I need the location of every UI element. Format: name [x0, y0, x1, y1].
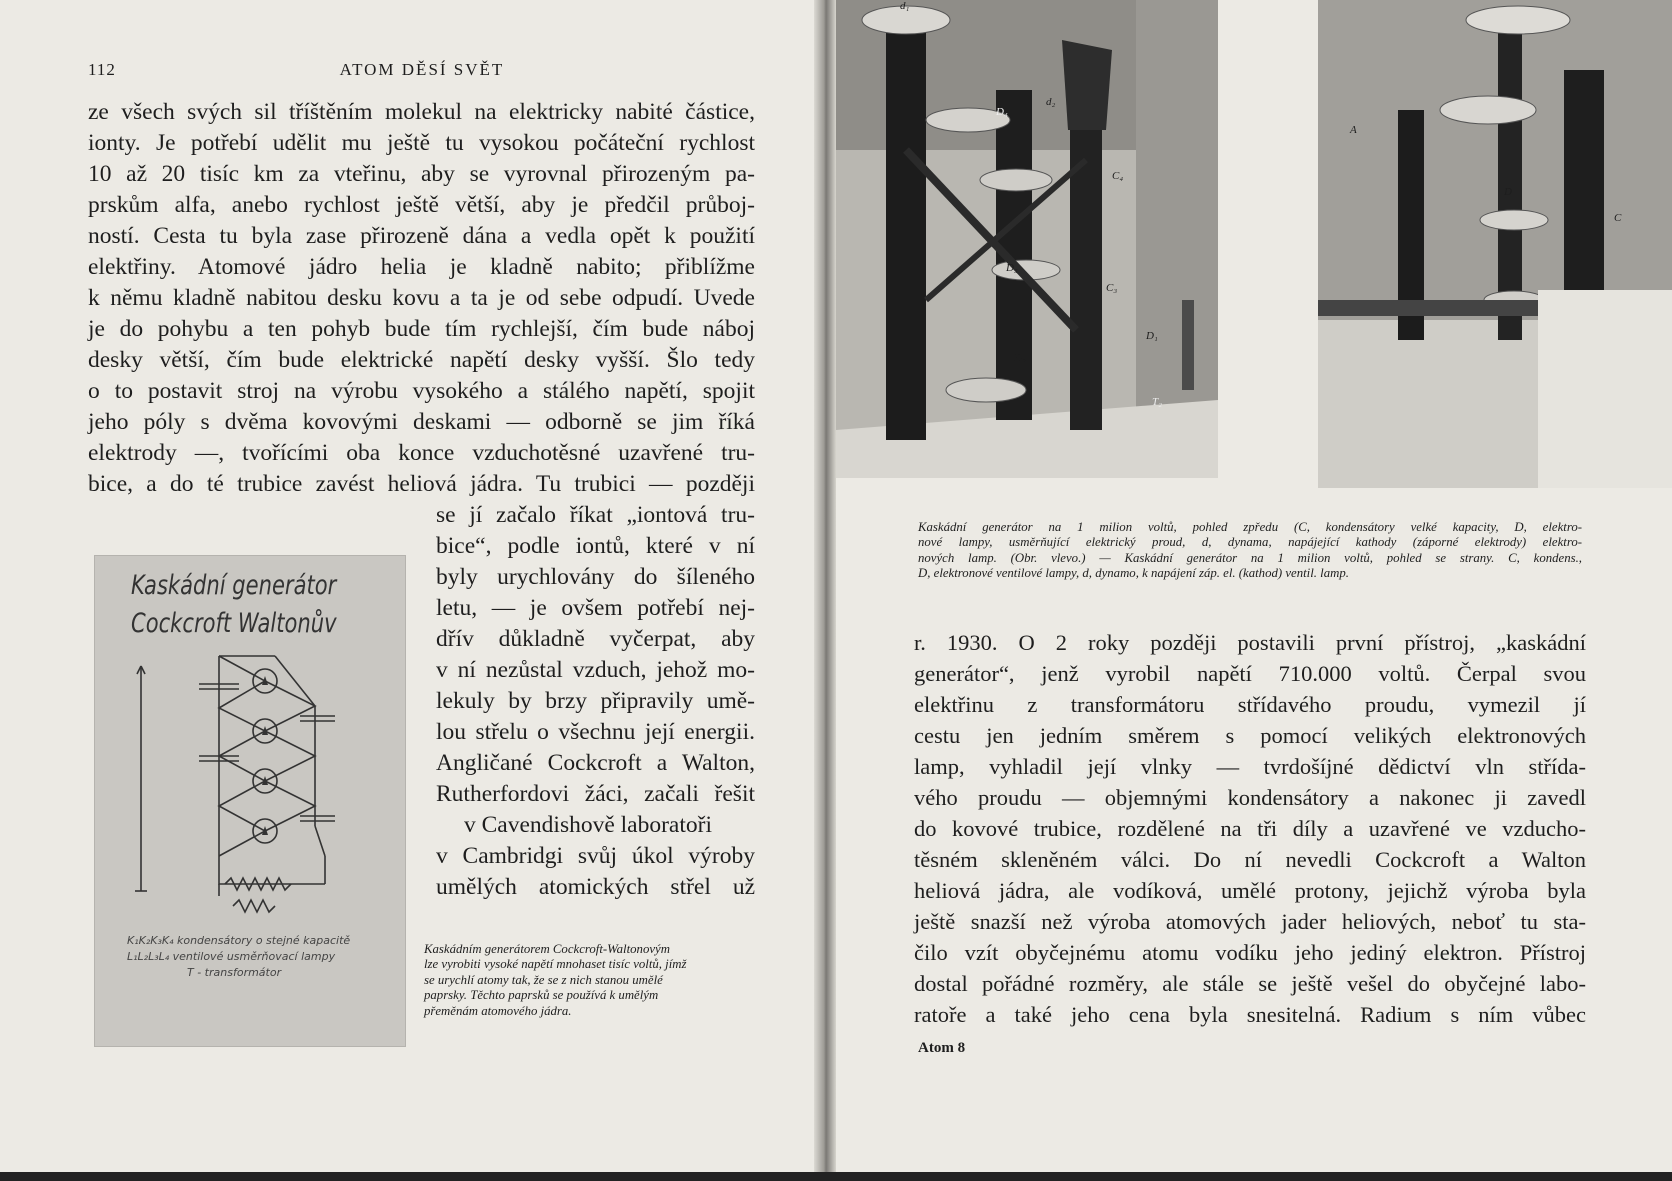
text-line: prskům alfa, anebo rychlost ještě větší, aby je předčil průboj- [88, 192, 755, 218]
text-line: umělých atomických střel už [436, 874, 755, 900]
text-line: r. 1930. O 2 roky později postavili první přístroj, „kaskádní [914, 630, 1586, 655]
text-line: letu, — je ovšem potřebí nej- [436, 595, 755, 621]
photo-generator-side [1318, 0, 1672, 488]
text-line: bice, a do té trubice zavést heliová jádra. Tu trubici — později [88, 471, 755, 497]
text-line: čilo vzít obyčejnému atomu vodíku jeho jediný elektron. Přístroj [914, 940, 1586, 965]
photo-label: D [1504, 186, 1512, 198]
photo-caption [918, 520, 1582, 582]
text-line: cestu jen jedním směrem s pomocí velikých elektronových [914, 723, 1586, 748]
photo-label: D₁ [1146, 330, 1158, 342]
page-header [88, 60, 756, 88]
circuit-diagram [94, 555, 406, 1047]
diagram-legend-line: K₁K₂K₃K₄ kondensátory o stejné kapacitě [127, 934, 351, 947]
text-line: vého proudu — objemnými kondensátory a nakonec ji zavedl [914, 785, 1586, 810]
photo-label: D₂ [1014, 352, 1026, 364]
photo-label: A [1350, 124, 1357, 136]
caption-line: přeměnám atomového jádra. [424, 1003, 572, 1018]
text-line: Angličané Cockcroft a Walton, [436, 750, 755, 776]
caption-line: nové lampy, usměrňující elektrický proud, d, dynama, napájející kathody (záporné elektrody) elektro- [918, 535, 1582, 550]
text-line: v Cambridgi svůj úkol výroby [436, 843, 755, 869]
text-line: lou střelu o všechnu její energii. [436, 719, 755, 745]
text-line: je do pohybu a ten pohyb bude tím rychlejší, čím bude náboj [88, 316, 755, 342]
caption-line: se urychlí atomy tak, že se z nich stanou umělé [424, 972, 663, 987]
caption-line: lze vyrobiti vysoké napětí mnohaset tisíc voltů, jímž [424, 957, 687, 972]
text-line: elektřinu z transformátoru střídavého proudu, vymezil jí [914, 692, 1586, 717]
text-line: ze všech svých sil tříštěním molekul na elektricky nabité částice, [88, 99, 755, 125]
text-line: se jí začalo říkat „iontová tru- [436, 502, 755, 528]
photo-label: D₃ [1006, 262, 1018, 274]
text-line: lamp, vyhladil její vlnky — tvrdošíjné dědictví vln střída- [914, 754, 1586, 779]
text-line: dřív důkladně vyčerpat, aby [436, 626, 755, 652]
text-line: v ní nezůstal vzduch, jehož mo- [436, 657, 755, 683]
text-line: ionty. Je potřebí udělit mu ještě tu vysokou počáteční rychlost [88, 130, 755, 156]
text-line: 10 až 20 tisíc km za vteřinu, aby se vyrovnal přirozeným pa- [88, 161, 755, 187]
text-line: ještě snazší než výroba atomových jader heliových, neboť tu sta- [914, 909, 1586, 934]
diagram-title: Kaskádní generátor [131, 570, 337, 601]
text-line: k němu kladně nabitou desku kovu a ta je od sebe odpudí. Uvede [88, 285, 755, 311]
photo-label: C₃ [1106, 282, 1118, 294]
text-line: elektrody —, tvořícími oba konce vzduchotěsné uzavřené tru- [88, 440, 755, 466]
diagram-title: Cockcroft Waltonův [131, 608, 337, 639]
text-line: heliová jádra, ale vodíková, umělé protony, jejichž výroba byla [914, 878, 1586, 903]
text-line: těsném skleněném válci. Do ní nevedli Cockcroft a Walton [914, 847, 1586, 872]
photo-generator-side-image [1318, 0, 1672, 488]
text-line: Rutherfordovi žáci, začali řešit [436, 781, 755, 807]
photo-label: d₂ [1046, 96, 1056, 108]
photo-label: C [1614, 212, 1622, 224]
caption-line: Kaskádní generátor na 1 milion voltů, pohled zpředu (C, kondensátory velké kapacity, D, elektro- [918, 520, 1582, 534]
text-line: desky větší, čím bude elektrické napětí desky vyšší. Šlo tedy [88, 347, 755, 373]
photo-label: T₂ [1152, 396, 1162, 408]
text-line: generátor“, jenž vyrobil napětí 710.000 voltů. Čerpal svou [914, 661, 1586, 686]
book-gutter [814, 0, 836, 1172]
page-number: 112 [88, 60, 116, 79]
text-line: elektřiny. Atomové jádro helia je kladně nabito; přiblížme [88, 254, 755, 280]
text-line: ností. Cesta tu byla zase přirozeně dána a vedla opět k použití [88, 223, 755, 249]
photo-label: d₁ [900, 0, 910, 12]
caption-line: paprsky. Těchto paprsků se používá k umělým [424, 988, 659, 1003]
running-head: ATOM DĚSÍ SVĚT [339, 60, 505, 79]
text-line: lekuly by brzy připravily umě- [436, 688, 755, 714]
text-line: do kovové trubice, rozdělené na tři díly a uzavřené ve vzducho- [914, 816, 1586, 841]
text-line: byly urychlovány do šíleného [436, 564, 755, 590]
photo-label: D₄ [996, 106, 1008, 118]
text-line: ratoře a také jeho cena byla snesitelná. Radium s ním vůbec [914, 1002, 1586, 1027]
text-line: dostal pořádné rozměry, ale stále se ještě vešel do obyčejné labo- [914, 971, 1586, 996]
photo-label: C₄ [1112, 170, 1124, 182]
text-line: bice“, podle iontů, které v ní [436, 533, 755, 559]
diagram-legend-line: L₁L₂L₃L₄ ventilové usměrňovací lampy [127, 950, 336, 963]
text-line: v Cavendishově laboratoři [464, 812, 712, 838]
caption-line: D, elektronové ventilové lampy, d, dynamo, k napájení záp. el. (kathod) ventil. lamp. [918, 566, 1349, 581]
scan-bottom-edge [0, 1172, 1672, 1181]
photo-generator-front [836, 0, 1218, 478]
caption-line: nových lamp. (Obr. vlevo.) — Kaskádní generátor na 1 milion voltů, pohled se strany. C, kondens., [918, 550, 1582, 565]
caption-line: Kaskádním generátorem Cockcroft-Waltonovým [424, 942, 670, 956]
diagram-caption [424, 942, 756, 1019]
text-line: o to postavit stroj na výrobu vysokého a stálého napětí, spojit [88, 378, 755, 404]
text-line: jeho póly s dvěma kovovými deskami — odborně se jim říká [88, 409, 755, 435]
signature-mark: Atom 8 [918, 1040, 966, 1056]
diagram-legend-line: T - transformátor [187, 966, 282, 979]
